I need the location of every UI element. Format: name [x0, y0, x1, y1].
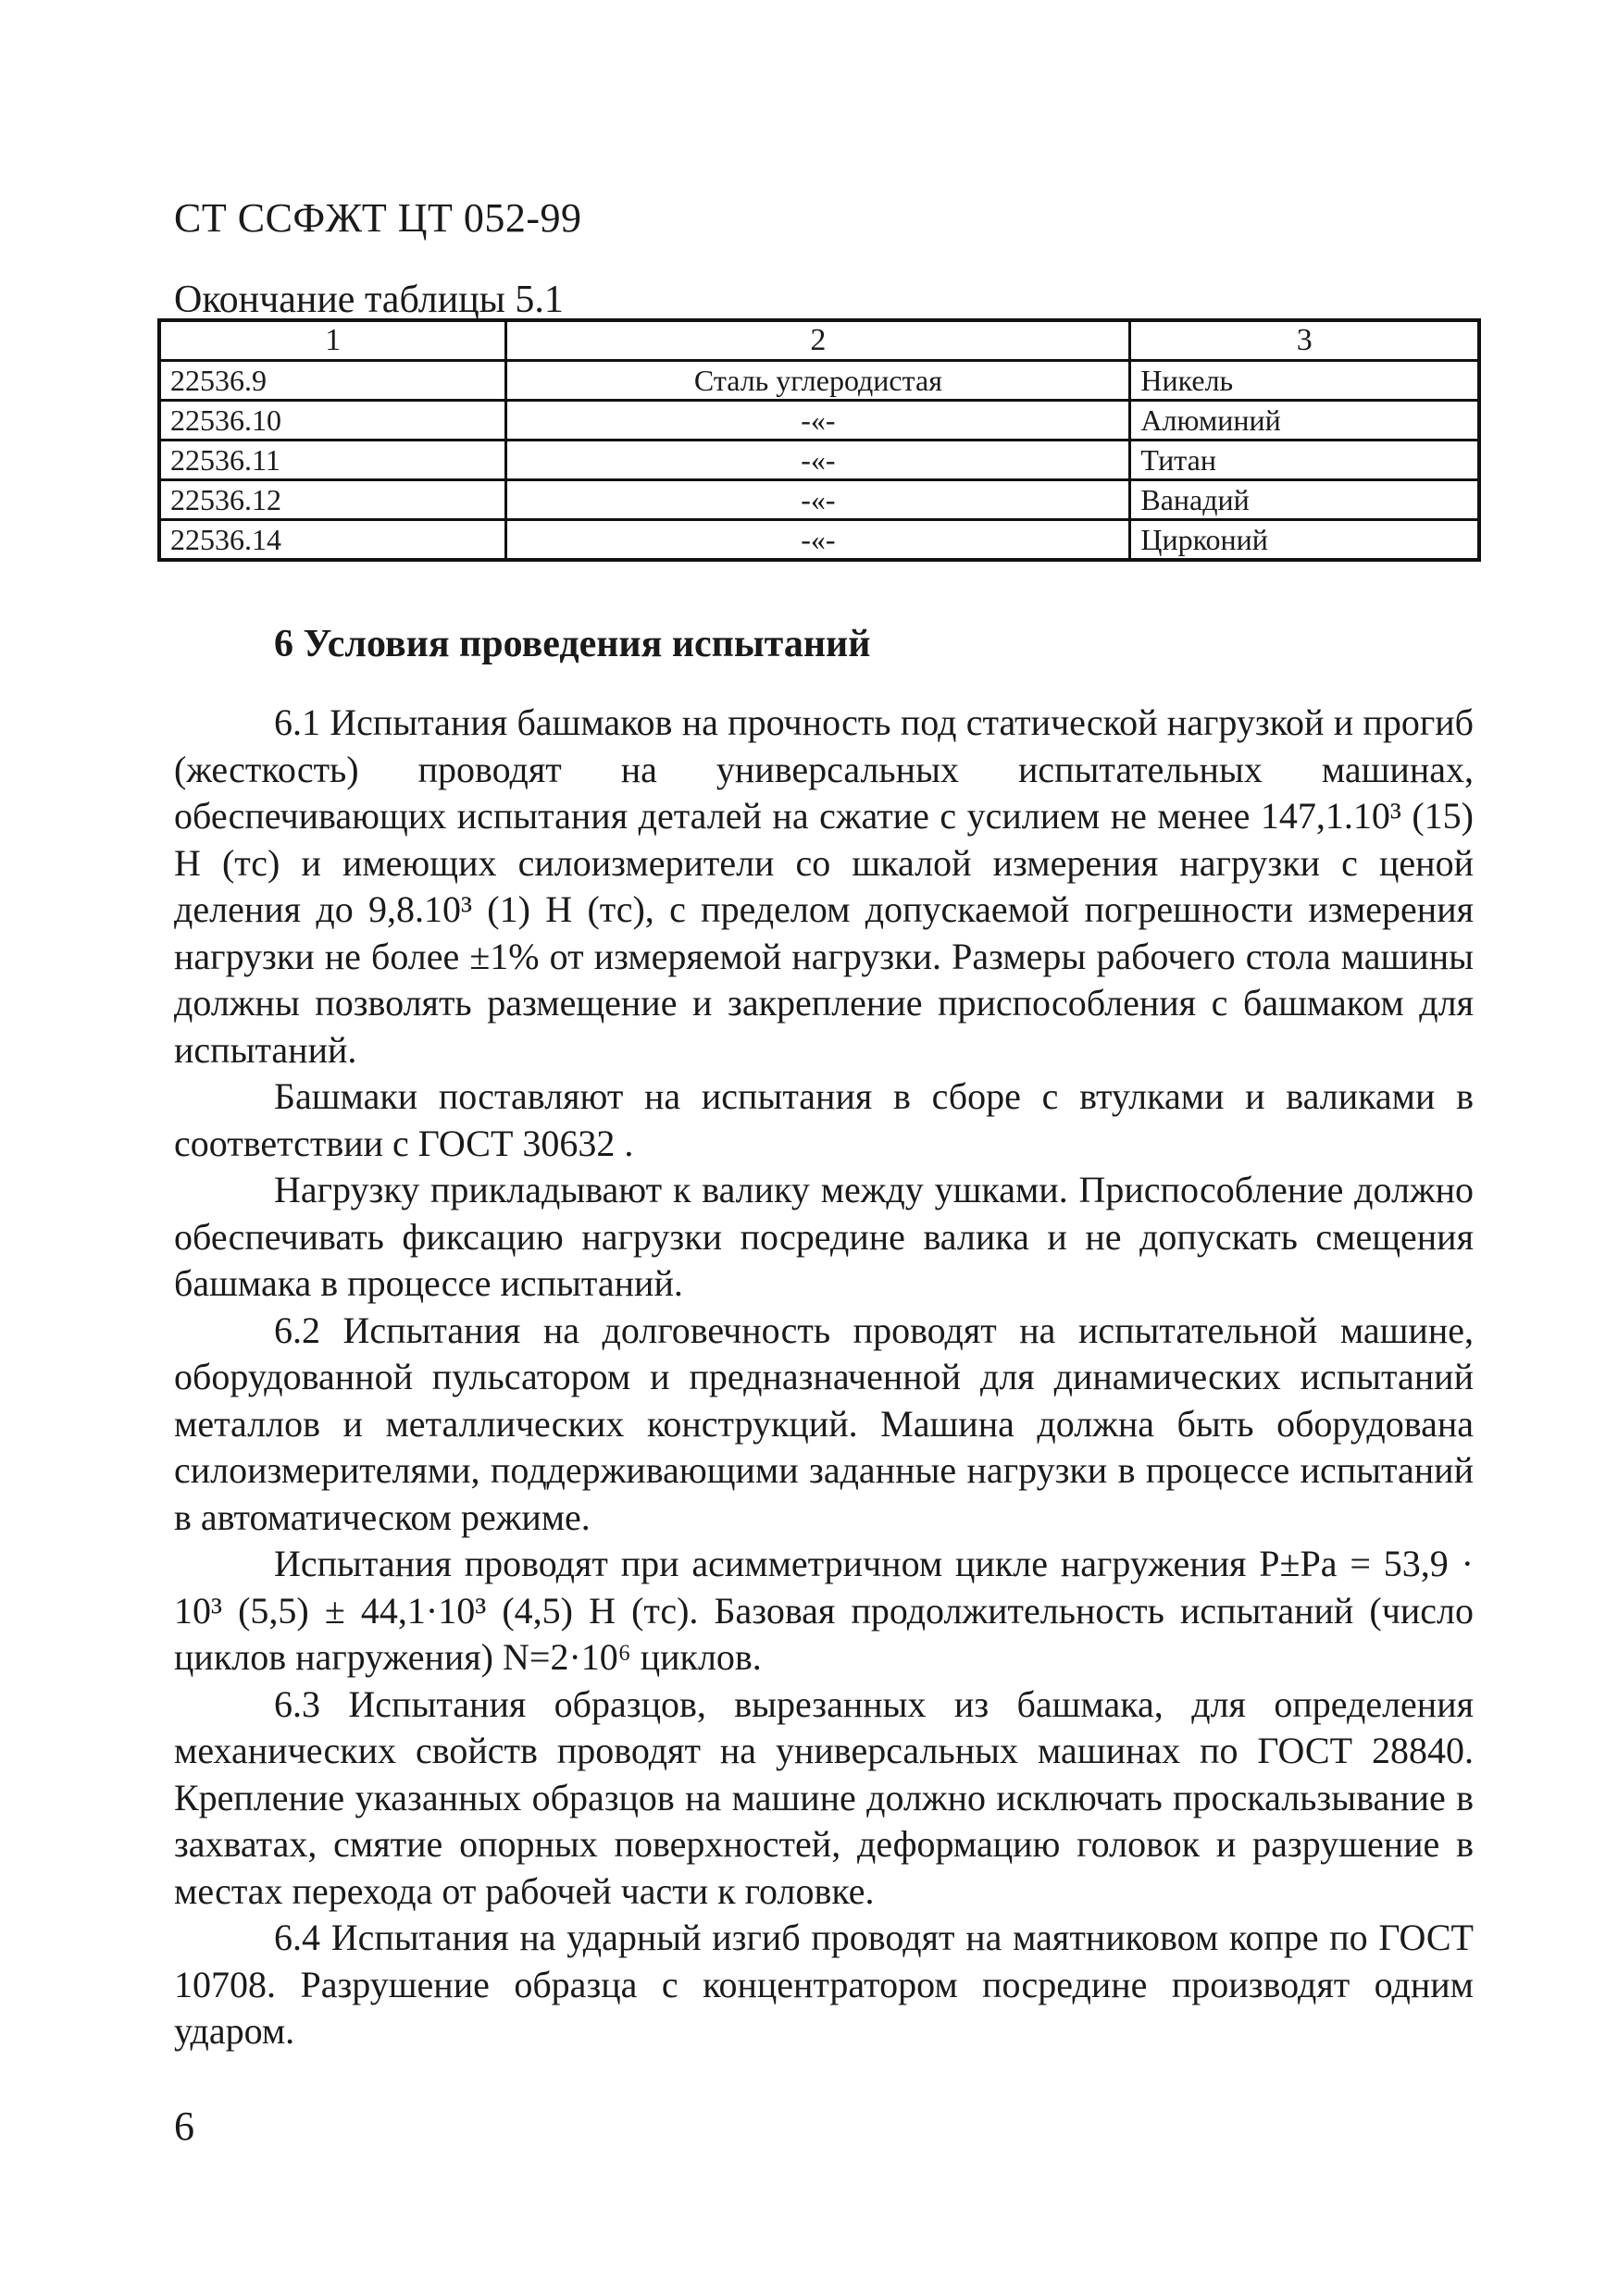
paragraph-6-4: 6.4 Испытания на ударный изгиб проводят на маятниковом копре по ГОСТ 10708. Разрушение образца с концентратором посредине производят одним ударом. — [174, 1917, 1474, 2052]
table-cell-element: Ванадий — [1130, 480, 1479, 520]
table-row — [159, 361, 1479, 401]
table-cell-base-material: -«- — [506, 480, 1130, 520]
column-header: 2 — [506, 320, 1130, 361]
table-cell-code: 22536.10 — [159, 401, 506, 441]
materials-table — [157, 318, 1481, 562]
paragraph-6-2: 6.2 Испытания на долговечность проводят на испытательной машине, оборудованной пульсатором и предназначенной для динамических испытаний металлов и металлических конструкций. Машина должна быть оборудована силоизмерителями, поддерживающими заданные нагрузки в процессе испытаний в автоматическом режиме. — [174, 1309, 1474, 1538]
table-cell-element: Алюминий — [1130, 401, 1479, 441]
table-row — [159, 401, 1479, 441]
table-cell-element: Никель — [1130, 361, 1479, 401]
table-row — [159, 441, 1479, 480]
paragraph-6-3: 6.3 Испытания образцов, вырезанных из башмака, для определения механических свойств проводят на универсальных машинах по ГОСТ 28840. Крепление указанных образцов на машине должно исключать проскальзывание в захватах, смятие опорных поверхностей, деформацию головок и разрушение в местах перехода от рабочей части к головке. — [174, 1682, 1474, 1912]
table-row — [159, 520, 1479, 561]
table-cell-base-material: Сталь углеродистая — [506, 361, 1130, 401]
page-number: 6 — [174, 2104, 194, 2149]
section-body — [174, 700, 1474, 2055]
paragraph-6-1: 6.1 Испытания башмаков на прочность под статической нагрузкой и прогиб (жесткость) проводят на универсальных испытательных машинах, обеспечивающих испытания деталей на сжатие с усилием не менее 147,1.10³ (15) Н (тс) и имеющих силоизмерители со шкалой измерения нагрузки с ценой деления до 9,8.10³ (1) Н (тс), с пределом допускаемой погрешности измерения нагрузки не более ±1% от измеряемой нагрузки. Размеры рабочего стола машины должны позволять размещение и закрепление приспособления с башмаком для испытаний. — [174, 701, 1474, 1071]
table-cell-base-material: -«- — [506, 520, 1130, 561]
table-cell-base-material: -«- — [506, 441, 1130, 480]
table-cell-element: Цирконий — [1130, 520, 1479, 561]
table-cell-code: 22536.14 — [159, 520, 506, 561]
table-cell-code: 22536.12 — [159, 480, 506, 520]
table-cell-code: 22536.9 — [159, 361, 506, 401]
column-header: 3 — [1130, 320, 1479, 361]
document-code-header: СТ ССФЖТ ЦТ 052-99 — [174, 195, 582, 241]
paragraph-assembly: Башмаки поставляют на испытания в сборе с втулками и валиками в соответствии с ГОСТ 30632 . — [174, 1075, 1474, 1164]
table-cell-code: 22536.11 — [159, 441, 506, 480]
table-row — [159, 480, 1479, 520]
table-cell-base-material: -«- — [506, 401, 1130, 441]
table-header-row — [159, 320, 1479, 361]
section-title: 6 Условия проведения испытаний — [274, 623, 871, 665]
column-header: 1 — [159, 320, 506, 361]
paragraph-cycle: Испытания проводят при асимметричном цикле нагружения P±Pa = 53,9 · 10³ (5,5) ± 44,1·10³ (4,5) Н (тс). Базовая продолжительность испытаний (число циклов нагружения) N=2·10⁶ циклов. — [174, 1543, 1474, 1678]
table-caption: Окончание таблицы 5.1 — [174, 279, 564, 321]
paragraph-load: Нагрузку прикладывают к валику между ушками. Приспособление должно обеспечивать фиксацию нагрузки посредине валика и не допускать смещения башмака в процессе испытаний. — [174, 1169, 1474, 1304]
table-cell-element: Титан — [1130, 441, 1479, 480]
